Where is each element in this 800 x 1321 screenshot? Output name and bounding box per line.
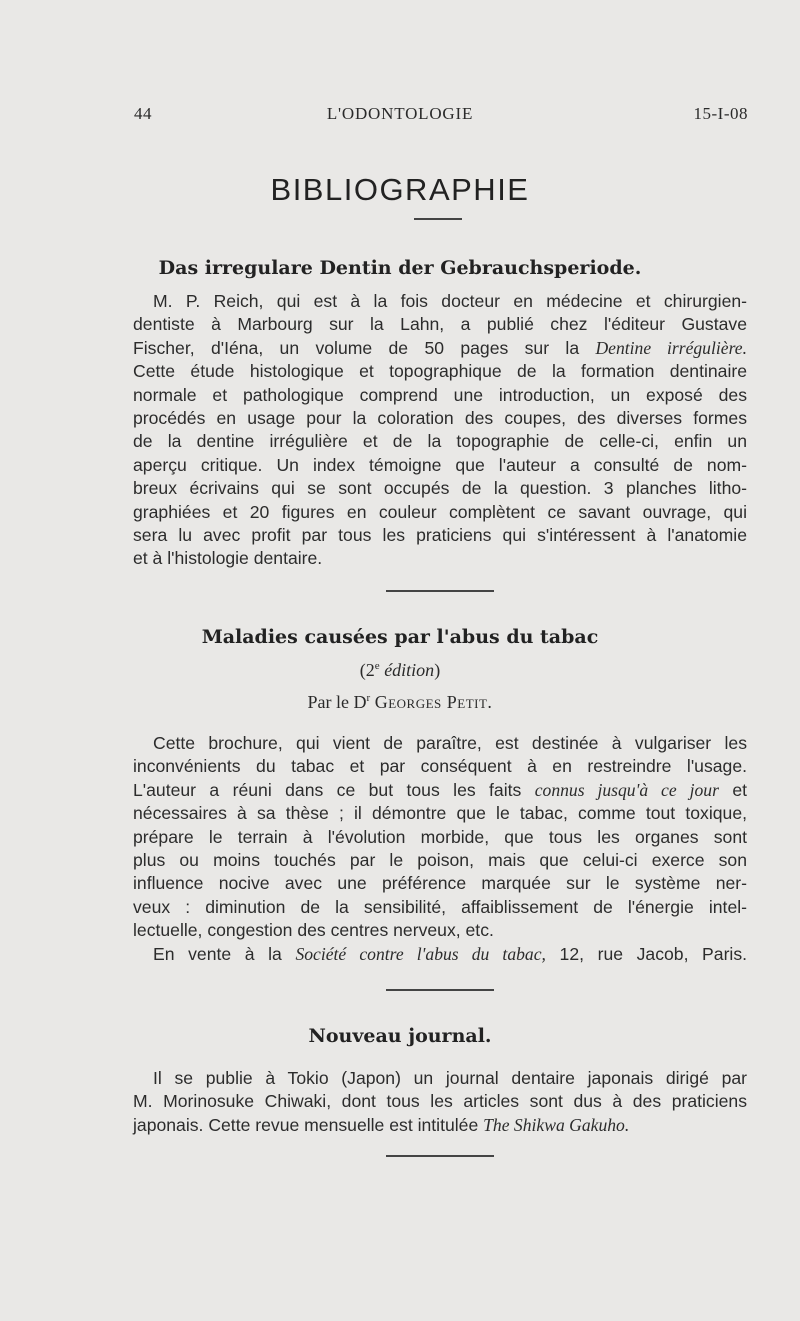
- author-line: [0, 692, 800, 713]
- text-line: Cette brochure, qui vient de paraître, est destinée à vulgariser les: [153, 733, 747, 753]
- page-title: BIBLIOGRAPHIE: [270, 172, 530, 207]
- section-divider: [386, 590, 494, 592]
- section-divider: [386, 989, 494, 991]
- page-number: 44: [134, 104, 152, 123]
- section-title-dentin: Das irregulare Dentin der Gebrauchsperiode.: [158, 257, 642, 279]
- text-span: Fischer, d'Iéna, un volume de 50 pages sur la: [133, 337, 580, 358]
- section-title-tabac: Maladies causées par l'abus du tabac: [201, 626, 599, 648]
- book-title: Dentine irrégulière.: [595, 337, 747, 358]
- text-line: inconvénients du tabac et par conséquent à en restreindre l'usage.: [133, 756, 747, 777]
- text-line: veux : diminution de la sensibilité, affaiblissement de l'énergie intel-: [133, 896, 747, 917]
- journal-name: L'ODONTOLOGIE: [326, 104, 474, 123]
- edition-number: 2: [365, 660, 375, 680]
- text-line: [133, 779, 747, 802]
- title-divider: [414, 218, 462, 220]
- text-line: de la dentine irrégulière et de la topographie de celle-ci, enfin un: [133, 431, 747, 452]
- emphasis-phrase: connus jusqu'à ce jour: [534, 779, 719, 800]
- text-line: [133, 337, 747, 360]
- text-line: nécessaires à sa thèse ; il démontre que le tabac, comme tout toxique,: [133, 803, 747, 824]
- author-name: Georges Petit.: [374, 692, 493, 712]
- edition-note: (2e édition): [359, 660, 441, 680]
- text-line: aperçu critique. Un index témoigne que l'auteur a consulté de nom-: [133, 454, 747, 475]
- text-line: dentiste à Marbourg sur la Lahn, a publié chez l'éditeur Gustave: [133, 314, 747, 335]
- section-body-journal: [133, 1067, 747, 1137]
- sale-line: [133, 943, 747, 966]
- edition-sup: e: [374, 660, 380, 672]
- text-line: Cette étude histologique et topographique de la formation dentinaire: [133, 361, 747, 382]
- text-line: [133, 1114, 747, 1137]
- text-span: et: [732, 779, 748, 800]
- edition-text: édition: [384, 660, 435, 680]
- author-prefix: Par le D: [307, 692, 367, 712]
- section-title-journal: Nouveau journal.: [308, 1025, 492, 1047]
- text-line: influence nocive avec une préférence marquée sur le système ner-: [133, 873, 747, 894]
- text-line: breux écrivains qui se sont occupés de la question. 3 planches litho-: [133, 478, 747, 499]
- text-line: normale et pathologique comprend une introduction, un exposé des: [133, 384, 747, 405]
- text-line: M. P. Reich, qui est à la fois docteur en médecine et chirurgien-: [153, 291, 747, 311]
- section-body-dentin: [133, 290, 747, 571]
- journal-title: The Shikwa Gakuho.: [483, 1114, 630, 1135]
- section-body-tabac: [133, 732, 747, 966]
- text-span: japonais. Cette revue mensuelle est intitulée: [133, 1114, 479, 1135]
- text-line: Il se publie à Tokio (Japon) un journal dentaire japonais dirigé par: [153, 1068, 747, 1088]
- text-line: prépare le terrain à l'évolution morbide, que tous les organes sont: [133, 826, 747, 847]
- author-sup: r: [366, 692, 371, 704]
- text-line: plus ou moins touchés par le poison, mais que celui-ci exerce son: [133, 849, 747, 870]
- text-span: En vente à la: [153, 943, 282, 964]
- society-name: Société contre l'abus du tabac,: [295, 943, 546, 964]
- text-span: 12, rue Jacob, Paris.: [559, 943, 748, 964]
- running-header: [0, 104, 800, 130]
- section-divider: [386, 1155, 494, 1157]
- text-line: procédés en usage pour la coloration des coupes, des diverses formes: [133, 407, 747, 428]
- text-line: lectuelle, congestion des centres nerveux, etc.: [133, 920, 494, 941]
- text-line: graphiées et 20 figures en couleur complètent ce savant ouvrage, qui: [133, 501, 747, 522]
- text-span: L'auteur a réuni dans ce but tous les faits: [133, 779, 522, 800]
- text-line: sera lu avec profit par tous les praticiens qui s'intéressent à l'anatomie: [133, 524, 747, 545]
- issue-date: 15-I-08: [693, 104, 748, 123]
- text-line: M. Morinosuke Chiwaki, dont tous les articles sont dus à des praticiens: [133, 1091, 747, 1112]
- text-line: et à l'histologie dentaire.: [133, 548, 323, 569]
